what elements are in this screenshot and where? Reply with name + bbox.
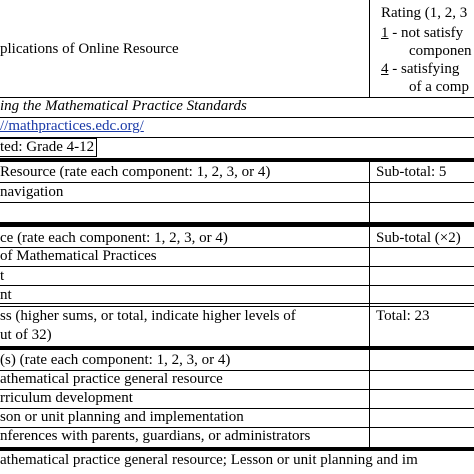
rating-1-number: 1 [381,25,389,41]
section3-row: rriculum development [0,390,133,406]
rule [0,137,474,138]
resource-name: ing the Mathematical Practice Standards [0,98,247,114]
rule-thick [0,222,474,227]
rule [0,202,474,203]
rule [0,427,474,428]
total-value: Total: 23 [376,308,430,324]
rule-thick [0,447,474,451]
rule-thick [0,158,474,162]
rating-header-line1: Rating (1, 2, 3 [381,5,468,21]
rating-4-number: 4 [381,61,389,77]
rule [0,285,474,286]
rule-header-bottom [0,97,474,98]
rating-1-definition [381,25,463,42]
rule [0,247,474,248]
rating-4-continuation: of a comp [409,79,469,95]
rule-thick [0,346,474,350]
resource-url-link[interactable]: //mathpractices.edc.org/ [0,118,144,134]
grade-level: ted: Grade 4-12 [0,138,97,157]
section3-row: athematical practice general resource [0,371,223,387]
total-description-line1: ss (higher sums, or total, indicate higher levels of [0,308,296,324]
section3-row: nferences with parents, guardians, or administrators [0,428,311,444]
section2-row: t [0,268,5,284]
column-divider [369,162,370,222]
rule [0,266,474,267]
section2-heading: ce (rate each component: 1, 2, 3, or 4) [0,230,228,246]
rule [0,117,474,118]
rating-1-continuation: componen [409,43,472,59]
column-divider [369,0,370,97]
total-description-line2: ut of 32) [0,327,52,343]
section1-heading: Resource (rate each component: 1, 2, 3, or 4) [0,164,271,180]
column-title: plications of Online Resource [0,41,179,57]
rating-1-text: - not satisfy [388,25,464,41]
section2-row: nt [0,287,12,303]
rule-double [0,303,474,304]
section2-subtotal: Sub-total (×2) [376,230,461,246]
section1-subtotal: Sub-total: 5 [376,164,447,180]
section3-row: son or unit planning and implementation [0,409,244,425]
section1-row: navigation [0,184,64,200]
header-row [0,0,474,97]
rule [0,408,474,409]
rating-4-definition [381,61,459,78]
section3-heading: (s) (rate each component: 1, 2, 3, or 4) [0,352,231,368]
rating-4-text: - satisfying [388,61,460,77]
footer-summary: athematical practice general resource; Lesson or unit planning and im [0,452,418,468]
rule [0,370,474,371]
section2-row: of Mathematical Practices [0,248,157,264]
rule [0,389,474,390]
column-divider [369,227,370,346]
rule-double [0,306,474,307]
rule [0,182,474,183]
column-divider [369,350,370,447]
